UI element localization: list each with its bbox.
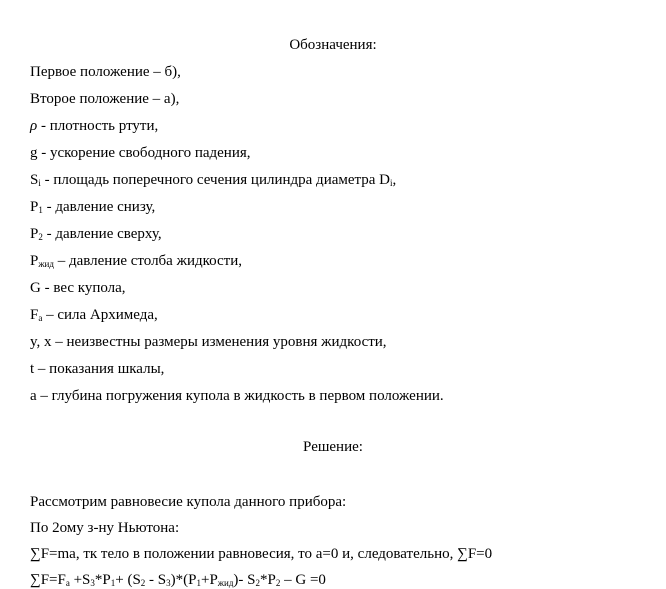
s-description-end: , bbox=[392, 172, 397, 188]
notation-p2 bbox=[30, 225, 162, 243]
eq-part: )- S bbox=[233, 572, 256, 588]
eq-subscript: 2 bbox=[275, 578, 281, 588]
eq-subscript: a bbox=[65, 578, 70, 588]
notation-yx: y, x – неизвестны размеры изменения уровня жидкости, bbox=[30, 334, 387, 350]
fa-subscript: a bbox=[38, 313, 43, 323]
eq-subscript: 2 bbox=[255, 578, 261, 588]
notation-heading: Обозначения: bbox=[289, 37, 377, 53]
notation-p1 bbox=[30, 198, 155, 216]
notation-s bbox=[30, 171, 396, 189]
p1-subscript: 1 bbox=[38, 205, 43, 215]
p2-symbol: P bbox=[30, 226, 39, 242]
notation-first-position: Первое положение – б), bbox=[30, 64, 181, 80]
eq-subscript: 1 bbox=[110, 578, 116, 588]
notation-a: а – глубина погружения купола в жидкость в первом положении. bbox=[30, 388, 444, 404]
notation-fa bbox=[30, 306, 158, 324]
eq-part: + (S bbox=[115, 572, 141, 588]
pzh-subscript: жид bbox=[38, 259, 54, 269]
notation-t: t – показания шкалы, bbox=[30, 361, 165, 377]
eq-part: +S bbox=[69, 572, 91, 588]
eq-part: +P bbox=[200, 572, 218, 588]
notation-G: G - вес купола, bbox=[30, 280, 126, 296]
solution-line-2: По 2ому з-ну Ньютона: bbox=[30, 520, 180, 536]
eq-part: )*(P bbox=[170, 572, 197, 588]
solution-line-1: Рассмотрим равновесие купола данного прибора: bbox=[30, 494, 347, 510]
eq-part: ∑F=F bbox=[30, 572, 66, 588]
eq-part: *P bbox=[260, 572, 276, 588]
solution-heading: Решение: bbox=[303, 439, 363, 455]
notation-second-position: Второе положение – а), bbox=[30, 91, 180, 107]
eq-subscript: 3 bbox=[166, 578, 171, 588]
eq-part: – G =0 bbox=[280, 572, 326, 588]
rho-symbol: ρ bbox=[30, 118, 38, 134]
s-subscript: i bbox=[38, 178, 41, 188]
p1-description: - давление снизу, bbox=[42, 199, 156, 215]
solution-line-3: ∑F=ma, тк тело в положении равновесия, то а=0 и, следовательно, ∑F=0 bbox=[30, 546, 493, 562]
eq-part: *P bbox=[94, 572, 111, 588]
eq-part: - S bbox=[145, 572, 167, 588]
p2-subscript: 2 bbox=[38, 232, 43, 242]
fa-symbol: F bbox=[30, 307, 39, 323]
notation-rho bbox=[30, 117, 158, 135]
notation-g: g - ускорение свободного падения, bbox=[30, 145, 251, 161]
s-description: - площадь поперечного сечения цилиндра диаметра D bbox=[40, 172, 391, 188]
solution-equation bbox=[30, 571, 326, 589]
notation-pzh bbox=[30, 252, 242, 270]
eq-subscript: жид bbox=[217, 578, 234, 588]
d-subscript: i bbox=[390, 178, 393, 188]
p1-symbol: P bbox=[30, 199, 39, 215]
p2-description: - давление сверху, bbox=[42, 226, 162, 242]
pzh-description: – давление столба жидкости, bbox=[53, 253, 243, 269]
s-symbol: S bbox=[30, 172, 39, 188]
rho-description: - плотность ртути, bbox=[37, 118, 159, 134]
eq-subscript: 1 bbox=[196, 578, 201, 588]
eq-subscript: 3 bbox=[90, 578, 95, 588]
fa-description: – сила Архимеда, bbox=[42, 307, 158, 323]
eq-subscript: 2 bbox=[140, 578, 146, 588]
pzh-symbol: P bbox=[30, 253, 39, 269]
